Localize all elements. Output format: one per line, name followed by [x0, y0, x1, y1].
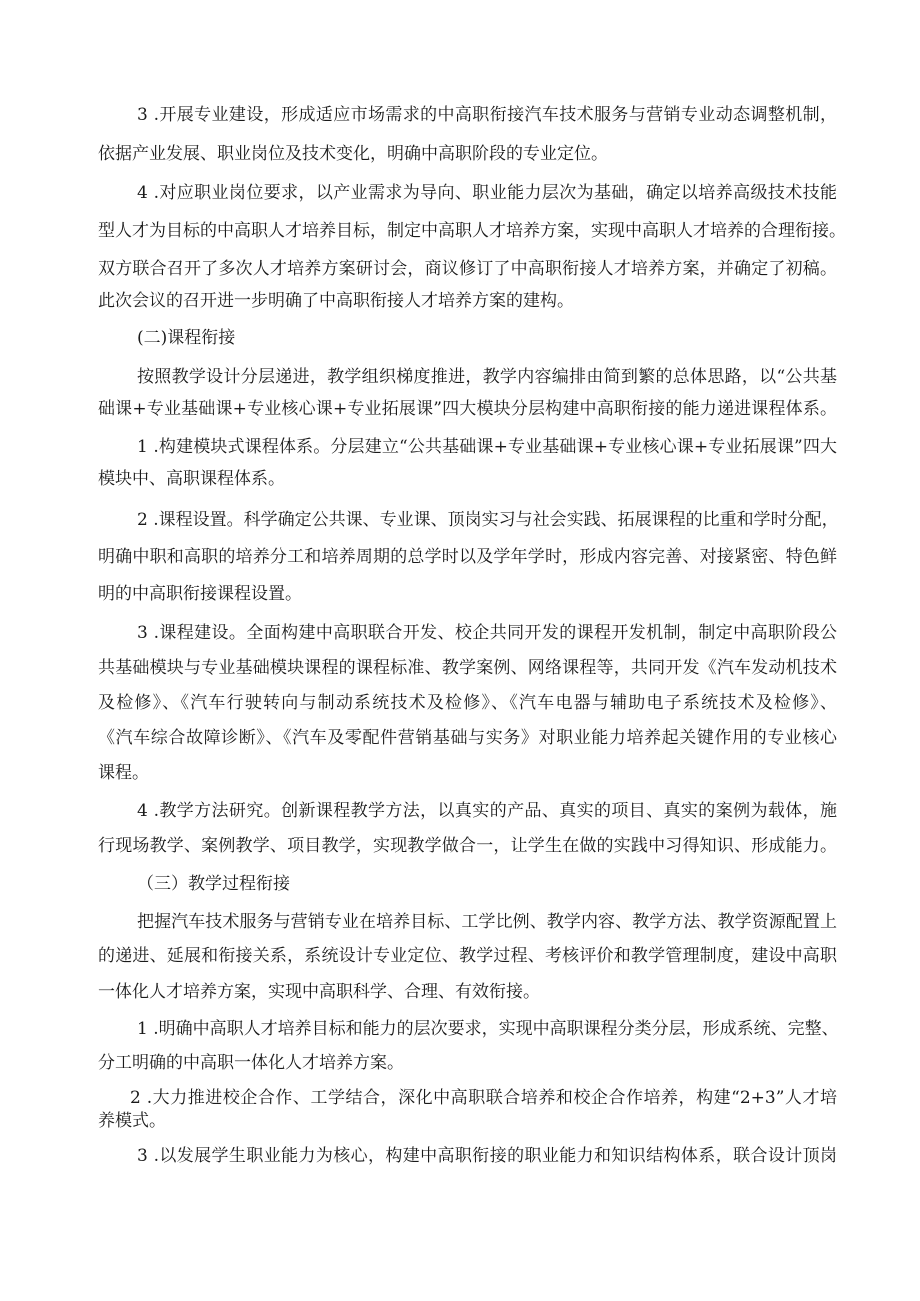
- paragraph-line: 《汽车综合故障诊断》、《汽车及零配件营销基础与实务》对职业能力培养起关键作用的专业核心: [98, 728, 837, 748]
- paragraph-line: 3 .以发展学生职业能力为核心，构建中高职衔接的职业能力和知识结构体系，联合设计顶岗: [137, 1146, 837, 1166]
- paragraph-line: 课程。: [98, 763, 149, 783]
- section-heading-course-connection: (二)课程衔接: [137, 328, 236, 348]
- paragraph-line: 双方联合召开了多次人才培养方案研讨会，商议修订了中高职衔接人才培养方案，并确定了初稿。: [98, 259, 837, 279]
- paragraph-line: 共基础模块与专业基础模块课程的课程标准、教学案例、网络课程等，共同开发《汽车发动机技术: [98, 658, 837, 678]
- paragraph-line: 把握汽车技术服务与营销专业在培养目标、工学比例、教学内容、教学方法、教学资源配置上: [137, 912, 837, 932]
- paragraph-line: 明确中职和高职的培养分工和培养周期的总学时以及学年学时，形成内容完善、对接紧密、特色鲜: [98, 547, 837, 567]
- paragraph-line: 4 .对应职业岗位要求，以产业需求为导向、职业能力层次为基础，确定以培养高级技术技能: [137, 183, 837, 203]
- paragraph-line: 3 .开展专业建设，形成适应市场需求的中高职衔接汽车技术服务与营销专业动态调整机制，: [137, 105, 837, 125]
- paragraph-line: 明的中高职衔接课程设置。: [98, 584, 302, 604]
- paragraph-line: 3 .课程建设。全面构建中高职联合开发、校企共同开发的课程开发机制，制定中高职阶段公: [137, 623, 837, 643]
- section-heading-teaching-process: （三）教学过程衔接: [137, 874, 290, 894]
- paragraph-line: 及检修》、《汽车行驶转向与制动系统技术及检修》、《汽车电器与辅助电子系统技术及检修》、: [98, 693, 837, 713]
- paragraph-line: 4 .教学方法研究。创新课程教学方法，以真实的产品、真实的项目、真实的案例为载体，施: [137, 801, 837, 821]
- paragraph-line: 按照教学设计分层递进，教学组织梯度推进，教学内容编排由简到繁的总体思路，以“公共基: [137, 367, 837, 387]
- paragraph-line: 2 .课程设置。科学确定公共课、专业课、顶岗实习与社会实践、拓展课程的比重和学时分配，: [137, 510, 839, 530]
- paragraph-line: 型人才为目标的中高职人才培养目标，制定中高职人才培养方案，实现中高职人才培养的合理衔接。: [98, 221, 846, 241]
- paragraph-line: 1 .构建模块式课程体系。分层建立“公共基础课+专业基础课+专业核心课+专业拓展课”四大: [137, 437, 837, 457]
- paragraph-line: 础课+专业基础课+专业核心课+专业拓展课”四大模块分层构建中高职衔接的能力递进课程体系。: [98, 399, 837, 419]
- paragraph-line: 的递进、延展和衔接关系，系统设计专业定位、教学过程、考核评价和教学管理制度，建设中高职: [98, 946, 837, 966]
- paragraph-line: 养模式。: [98, 1111, 166, 1131]
- paragraph-line: 一体化人才培养方案，实现中高职科学、合理、有效衔接。: [98, 982, 540, 1002]
- paragraph-line: 依据产业发展、职业岗位及技术变化，明确中高职阶段的专业定位。: [98, 144, 608, 164]
- paragraph-line: 模块中、高职课程体系。: [98, 469, 285, 489]
- paragraph-line: 此次会议的召开进一步明确了中高职衔接人才培养方案的建构。: [98, 291, 574, 311]
- paragraph-line: 2 .大力推进校企合作、工学结合，深化中高职联合培养和校企合作培养，构建“2+3”人才培: [130, 1088, 837, 1108]
- paragraph-line: 1 .明确中高职人才培养目标和能力的层次要求，实现中高职课程分类分层，形成系统、完整、: [137, 1019, 839, 1039]
- paragraph-line: 分工明确的中高职一体化人才培养方案。: [98, 1053, 404, 1073]
- paragraph-line: 行现场教学、案例教学、项目教学，实现教学做合一，让学生在做的实践中习得知识、形成能力。: [98, 836, 837, 856]
